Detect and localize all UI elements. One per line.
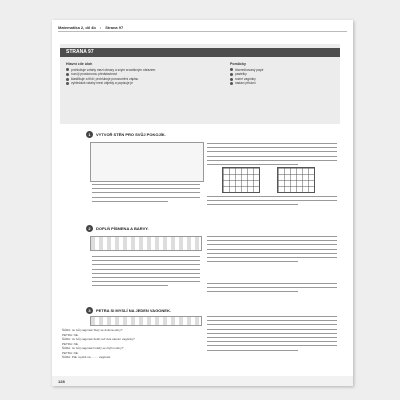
section-number: 3 — [86, 307, 93, 314]
dialog-line: PETRA: NE. — [62, 332, 79, 337]
page-header — [58, 23, 347, 31]
section-number: 2 — [86, 225, 93, 232]
header-separator: • — [99, 24, 102, 30]
bullet-icon — [230, 78, 233, 81]
dialog-line: PETRA: NE. — [62, 350, 79, 355]
aid-text: čtverečkovaný papír — [235, 67, 264, 72]
header-divider — [58, 31, 347, 32]
dialog-line: PETRA: NE. — [62, 341, 79, 346]
section-heading: PETRA SI MYSLÍ NA JEDEN VAGONEK. — [96, 308, 171, 313]
wall-pattern-grid — [222, 167, 260, 193]
goal-text: vyhledává vztahy mezi objekty a popisuje je — [71, 81, 133, 86]
bullet-icon — [66, 78, 69, 81]
page-footer — [52, 376, 353, 386]
aid-text: ruzné vagónky — [235, 76, 256, 81]
bullet-icon — [66, 82, 69, 85]
aids-column — [230, 62, 334, 86]
textbook-page — [52, 20, 353, 386]
goals-column — [66, 62, 216, 86]
section-2-text-right-bottom — [207, 283, 337, 296]
bullet-icon — [230, 82, 233, 85]
dialog-line: ŠÁRA: Pak myslíš na ........ vagónek. — [62, 355, 112, 359]
wall-pattern-grid — [277, 167, 315, 193]
section-heading: VYTVOŘ STĚN PRO SVŮJ POKOJÍK. — [96, 132, 166, 137]
section-1-title — [86, 131, 166, 138]
section-2-text-left — [92, 256, 200, 290]
book-title: Matematika 2, díl 4b — [58, 24, 96, 30]
bullet-icon — [66, 73, 69, 76]
dialog-line: ŠÁRA: Je tvůj vagónek delší než dva okenní vagónky? — [62, 337, 135, 341]
goals-heading: Hlavní cíle úloh — [66, 62, 93, 66]
goal-text: rozvíjí prostorovou představivost — [71, 72, 117, 77]
letters-strip — [90, 236, 202, 251]
dialog-line: ŠÁRA: Je tvůj vagónek hnědý se čtyřmi okny? — [62, 346, 124, 350]
aids-heading: Pomůcky — [230, 62, 246, 66]
plan-title: STRANA 97 — [60, 48, 340, 57]
goal-item — [66, 81, 216, 86]
aid-text: pastelky — [235, 72, 247, 77]
page-number: 128 — [58, 379, 65, 384]
section-2-text-right — [207, 236, 337, 265]
section-1-text-right-bottom — [207, 196, 337, 209]
bullet-icon — [230, 73, 233, 76]
room-illustration — [90, 142, 204, 182]
aid-text: nadací přísloví — [235, 81, 256, 86]
bullet-icon — [66, 68, 69, 71]
section-heading: DOPLŇ PÍSMENA A BARVY. — [96, 226, 149, 231]
header-page: Strana 97 — [105, 24, 124, 30]
section-1-text-right — [207, 143, 337, 168]
section-2-title — [86, 225, 149, 232]
section-3-text-right — [207, 316, 337, 354]
goal-text: klasifikuje a třídí; prohlubuje porozumění zápisu — [71, 76, 139, 81]
section-number: 1 — [86, 131, 93, 138]
wagons-strip — [90, 316, 202, 326]
aid-item — [230, 81, 334, 86]
section-1-text-left — [92, 184, 200, 205]
section-3-title — [86, 307, 171, 314]
goal-text: prohlubuje vztahy mezi obrazy a svým zrcadlovým obrazem — [71, 67, 156, 72]
dialog-line: ŠÁRA: Je tvůj vagónek žlutý se dvěma okny? — [62, 328, 123, 332]
bullet-icon — [230, 68, 233, 71]
lesson-plan-box — [60, 44, 340, 124]
